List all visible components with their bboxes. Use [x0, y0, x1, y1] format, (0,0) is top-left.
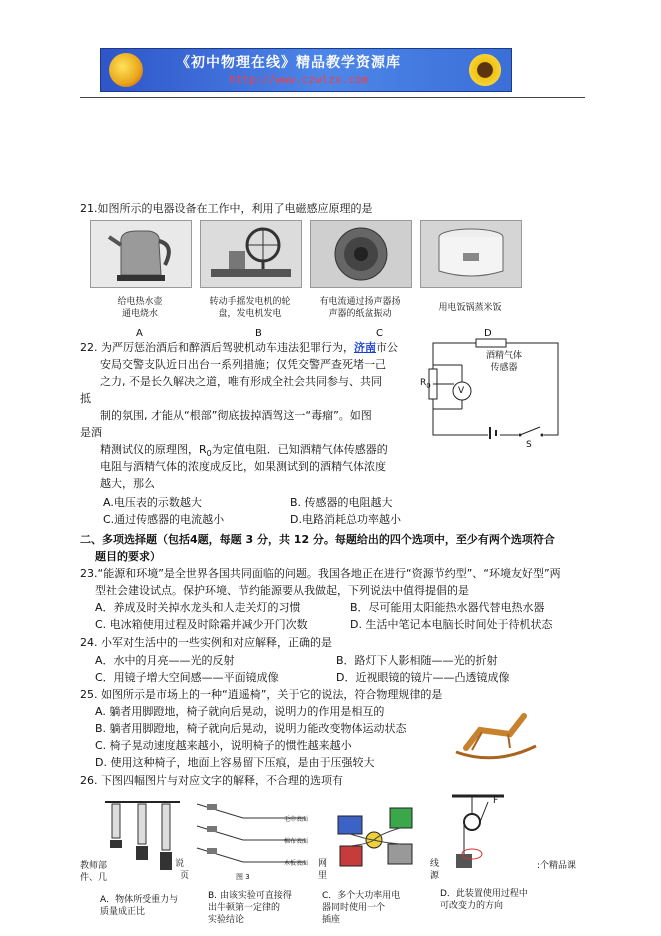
q21-caption-a: 给电热水壶 通电烧水 [117, 297, 163, 319]
fig-label-wood: 木板表面 [284, 860, 309, 867]
fragment-5: 网 [318, 859, 328, 869]
spring-scales-image [100, 794, 185, 874]
header-divider [80, 97, 585, 98]
q26-caption-a: A．物体所受重力与 质量成正比 [100, 895, 179, 917]
q22-line-5: 制的氛围, 才能从“根部”彻底拔掉酒驾这一“毒瘤”。如图 [100, 409, 372, 422]
q24-text: 24. 小军对生活中的一些实例和对应解释，正确的是 [80, 636, 332, 649]
logo-icon [109, 53, 143, 87]
generator-photo [200, 220, 302, 288]
q24-option-c: C．用镜子增大空间感——平面镜成像 [95, 671, 279, 684]
q22-line-6: 是酒 [80, 426, 102, 439]
q21-text: 21.如图所示的电器设备在工作中，利用了电磁感应原理的是 [80, 202, 373, 215]
q22-option-d: D.电路消耗总功率越小 [290, 513, 401, 526]
q22-line-8: 电阻与酒精气体的浓度成反比，如果测试到的酒精气体浓度 [100, 460, 386, 473]
q25-option-a: A. 躺者用脚蹬地，椅子就向后晃动，说明力的作用是相互的 [95, 705, 385, 718]
fragment-4: 页 [180, 871, 190, 881]
q26-text: 26. 下图四幅图片与对应文字的解释，不合理的选项有 [80, 774, 343, 787]
circuit-switch-label: S [526, 440, 532, 450]
banner-url[interactable]: http://www.czwlzx.com [229, 73, 369, 86]
banner-title: 《初中物理在线》精品教学资源库 [176, 55, 401, 71]
q22-option-c: C.通过传感器的电流越小 [103, 513, 225, 526]
q21-label-c: C [376, 328, 383, 339]
section2-title: 二、多项选择题（包括4题，每题 3 分，共 12 分。每题给出的四个选项中，至少有两个选项符合 [80, 533, 555, 546]
section2-title-cont: 题目的要求） [95, 550, 161, 563]
q21-label-b: B [255, 328, 262, 339]
sunflower-icon [467, 52, 503, 88]
q23-option-d: D. 生活中笔记本电脑长时间处于待机状态 [350, 618, 553, 631]
q22-line-4: 抵 [80, 392, 91, 405]
rocking-chair-image [450, 708, 540, 763]
q23-option-b: B．尽可能用太阳能热水器代替电热水器 [350, 601, 545, 614]
pulley-image [448, 792, 508, 876]
fragment-8: 源 [430, 871, 440, 881]
fig-label-cotton: 棉布表面 [284, 838, 309, 845]
q25-text: 25. 如图所示是市场上的一种“逍遥椅”，关于它的说法，符合物理规律的是 [80, 688, 443, 701]
q22-line-9: 越大，那么 [100, 477, 155, 490]
q23-option-c: C. 电冰箱使用过程及时除霜并减少开门次数 [95, 618, 308, 631]
q26-caption-c: C．多个大功率用电 器同时使用一个 插座 [322, 891, 401, 925]
q26-caption-d: D．此装置使用过程中 可改变力的方向 [440, 889, 528, 911]
q21-caption-b: 转动手摇发电机的轮 盘，发电机发电 [209, 297, 291, 319]
q23-option-a: A．养成及时关掉水龙头和人走关灯的习惯 [95, 601, 301, 614]
fig-label-towel: 毛巾表面 [284, 816, 309, 823]
city-link[interactable]: 济南 [354, 341, 376, 354]
q21-label-a: A [136, 328, 143, 339]
q24-option-d: D．近视眼镜的镜片——凸透镜成像 [336, 671, 510, 684]
fragment-1: 教师部 [80, 861, 108, 871]
q26-caption-b: B. 由该实验可直接得 出牛顿第一定律的 实验结论 [208, 891, 292, 925]
q22-line-1: 22. 为严厉惩治酒后和醉酒后驾驶机动车违法犯罪行为，济南市公 [80, 341, 398, 354]
force-label: F [493, 796, 499, 806]
appliances-socket-image [330, 794, 426, 878]
q21-caption-d: 用电饭锅蒸米饭 [438, 303, 502, 313]
fragment-6: 里 [318, 871, 328, 881]
q22-option-a: A.电压表的示数越大 [103, 496, 202, 509]
circuit-voltmeter-label: V [458, 386, 465, 396]
q21-label-d: D [484, 328, 492, 339]
fragment-9: :个精品课 [537, 861, 577, 871]
fragment-3: 说 [175, 859, 185, 869]
q24-option-b: B．路灯下人影相随——光的折射 [336, 654, 498, 667]
rice-cooker-photo [420, 220, 522, 288]
q24-option-a: A．水中的月亮——光的反射 [95, 654, 235, 667]
q25-option-b: B. 躺者用脚蹬地，椅子就向后晃动，说明力能改变物体运动状态 [95, 722, 407, 735]
circuit-sensor-label: 酒精气体 传感器 [486, 351, 523, 373]
q22-line-7: 精测试仪的原理图，$R_0$为定值电阻．已知酒精气体传感器的 [100, 443, 388, 459]
header-banner [100, 48, 512, 92]
q23-line-1: 23.“能源和环境”是全世界各国共同面临的问题。我国各地正在进行“资源节约型”、“环境友好型”两 [80, 567, 561, 580]
fragment-7: 线 [430, 859, 440, 869]
fig-label-3: 图 3 [236, 873, 250, 881]
q22-line-2: 安局交警支队近日出台一系列措施；仅凭交警严查死堵一己 [100, 358, 386, 371]
speaker-photo [310, 220, 412, 288]
q21-caption-c: 有电流通过扬声器扬 声器的纸盆振动 [319, 297, 401, 319]
q23-line-2: 型社会建设试点。保护环境、节约能源要从我做起，下列说法中值得提倡的是 [95, 584, 469, 597]
q25-option-c: C. 椅子晃动速度越来越小，说明椅子的惯性越来越小 [95, 739, 352, 752]
q25-option-d: D. 使用这种椅子，地面上容易留下压痕，是由于压强较大 [95, 756, 375, 769]
q22-option-b: B. 传感器的电阻越大 [290, 496, 393, 509]
kettle-photo [90, 220, 192, 288]
q22-line-3: 之力, 不是长久解决之道，唯有形成全社会共同参与、共同 [100, 375, 382, 388]
fragment-2: 件、几 [80, 873, 108, 883]
circuit-r0-label: $R_0$ [420, 378, 431, 390]
